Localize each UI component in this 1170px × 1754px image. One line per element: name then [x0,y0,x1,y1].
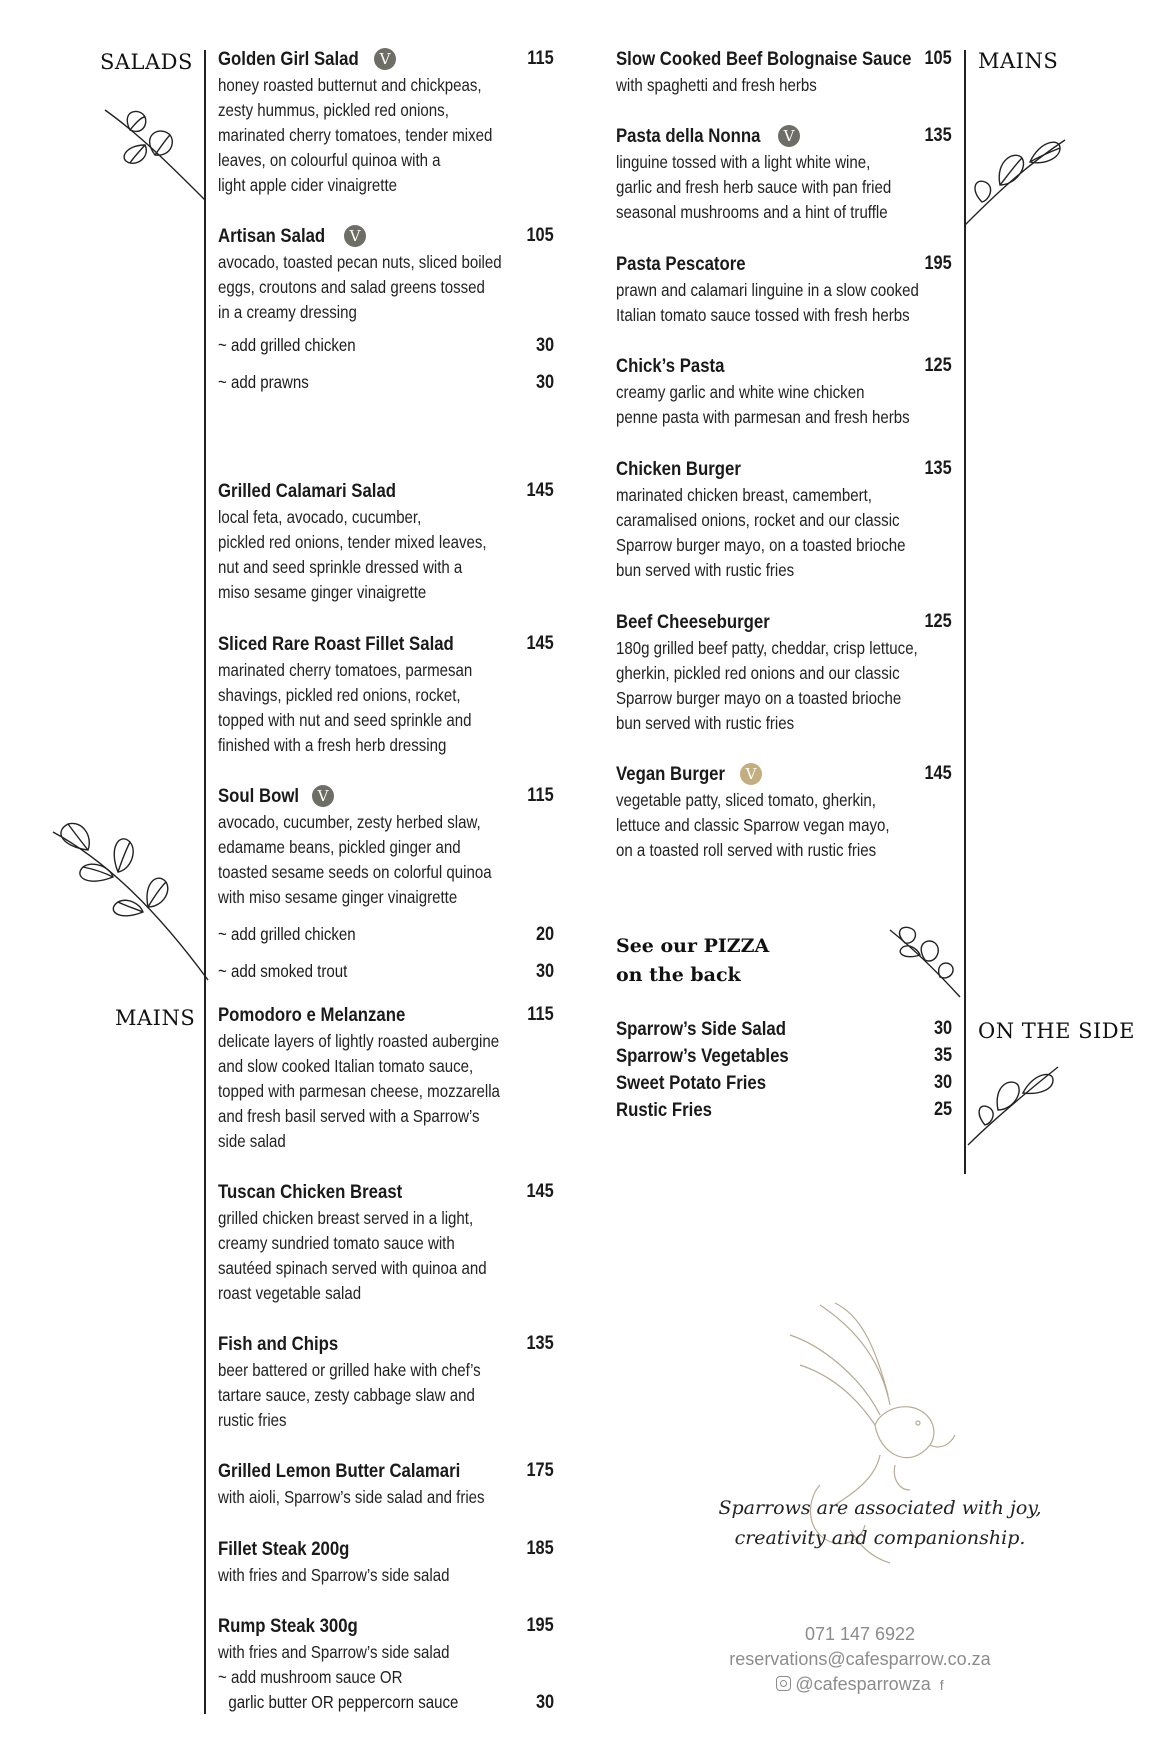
addon-label: ~ add prawns [218,372,309,392]
item-description: avocado, cucumber, zesty herbed slaw, edamame beans, pickled ginger and toasted sesame seeds on colorful quinoa with miso sesame ginger vinaigrette [218,812,492,907]
tagline [700,1493,1060,1553]
item-description: vegetable patty, sliced tomato, gherkin, lettuce and classic Sparrow vegan mayo, on a toasted roll served with rustic fries [616,790,890,860]
social-row [660,1672,1060,1698]
item-price: 145 [526,1181,554,1202]
item-description: delicate layers of lightly roasted aubergine and slow cooked Italian tomato sauce, topped with parmesan cheese, mozzarella and fresh basil served with a Sparrow’s side salad [218,1031,500,1151]
side-item [616,1072,952,1099]
menu-item [218,633,554,758]
item-price: 175 [526,1460,554,1481]
social-handle[interactable]: @cafesparrowza [795,1674,931,1694]
addon-row [218,922,554,947]
menu-item [616,458,952,583]
item-description: prawn and calamari linguine in a slow cooked Italian tomato sauce tossed with fresh herbs [616,280,919,325]
item-price: 145 [924,763,952,784]
side-item [616,1018,952,1045]
menu-item [616,48,952,98]
menu-item [218,1615,554,1715]
item-name: Sparrow’s Side Salad [616,1018,786,1040]
item-description: with spaghetti and fresh herbs [616,75,817,95]
menu-item [616,125,952,225]
menu-item [218,1538,554,1588]
item-price: 135 [526,1333,554,1354]
menu-item [218,480,554,605]
side-item [616,1045,952,1072]
item-name: Golden Girl Salad [218,48,359,70]
item-price: 195 [526,1615,554,1636]
item-price: 105 [924,48,952,69]
addon-price: 30 [535,1692,554,1713]
item-description: creamy garlic and white wine chicken penne pasta with parmesan and fresh herbs [616,382,910,427]
item-price: 105 [526,225,554,246]
item-name: Pomodoro e Melanzane [218,1004,406,1026]
leaf-branch-icon [960,130,1070,230]
addon-price: 30 [535,335,554,356]
pizza-note-line: on the back [616,964,741,986]
leaf-branch-icon [963,1055,1063,1150]
addon-row [218,1690,554,1715]
menu-item [616,763,952,863]
vegetarian-badge-icon: V [778,125,800,147]
item-name: Tuscan Chicken Breast [218,1181,403,1203]
instagram-icon[interactable] [776,1676,791,1691]
addon-row [218,959,554,984]
item-name: Rump Steak 300g [218,1615,358,1637]
leaf-branch-icon [885,925,965,1000]
item-description: avocado, toasted pecan nuts, sliced boiled eggs, croutons and salad greens tossed in a creamy dressing [218,252,502,322]
contact-info [660,1622,1060,1698]
item-name: Slow Cooked Beef Bolognaise Sauce [616,48,912,70]
menu-item [218,1460,554,1510]
section-title-mains-right: MAINS [978,49,1059,73]
section-title-salads: SALADS [100,50,193,74]
item-price: 115 [527,48,554,69]
item-name: Fillet Steak 200g [218,1538,350,1560]
item-name: Soul Bowl [218,785,300,807]
item-price: 145 [526,480,554,501]
item-name: Sweet Potato Fries [616,1072,767,1094]
leaf-branch-icon [100,105,210,205]
vegetarian-badge-icon: V [312,785,334,807]
pizza-note [616,932,769,990]
addon-price: 30 [535,372,554,393]
item-name: Vegan Burger [616,763,726,785]
vegetarian-badge-icon: V [374,48,396,70]
item-description: honey roasted butternut and chickpeas, zesty hummus, pickled red onions, marinated cherry tomatoes, tender mixed leaves, on colourful quinoa with a light apple cider vinaigrette [218,75,493,195]
addon-label: ~ add grilled chicken [218,335,356,355]
leaf-branch-icon [48,812,213,982]
addon-price: 20 [535,924,554,945]
addon-label: ~ add smoked trout [218,961,348,981]
addon-row [218,370,554,395]
item-price: 135 [924,458,952,479]
item-price: 35 [933,1045,952,1066]
item-name: Pasta Pescatore [616,253,746,275]
item-name: Chicken Burger [616,458,741,480]
item-price: 185 [526,1538,554,1559]
menu-item [218,1333,554,1433]
item-description: linguine tossed with a light white wine, garlic and fresh herb sauce with pan fried seasonal mushrooms and a hint of truffle [616,152,892,222]
item-description: with fries and Sparrow’s side salad [218,1565,450,1585]
item-name: Sliced Rare Roast Fillet Salad [218,633,454,655]
item-description: beer battered or grilled hake with chef’s tartare sauce, zesty cabbage slaw and rustic fries [218,1360,481,1430]
pizza-note-line: See our PIZZA [616,935,770,957]
phone-number[interactable]: 071 147 6922 [804,1624,916,1644]
item-price: 135 [924,125,952,146]
menu-item [218,1181,554,1306]
item-name: Grilled Lemon Butter Calamari [218,1460,461,1482]
item-price: 115 [527,1004,554,1025]
side-item [616,1099,952,1126]
menu-item [218,1004,554,1154]
item-name: Chick’s Pasta [616,355,725,377]
section-title-on-the-side: ON THE SIDE [978,1019,1135,1043]
item-price: 145 [526,633,554,654]
item-name: Rustic Fries [616,1099,712,1121]
item-description: grilled chicken breast served in a light, creamy sundried tomato sauce with sautéed spinach served with quinoa and roast vegetable salad [218,1208,487,1303]
sides-list [616,1018,952,1126]
item-description: local feta, avocado, cucumber, pickled red onions, tender mixed leaves, nut and seed sprinkle dressed with a miso sesame ginger vinaigrette [218,507,487,602]
item-description: with aioli, Sparrow’s side salad and fries [218,1487,485,1507]
section-title-mains-left: MAINS [115,1006,196,1030]
item-price: 115 [527,785,554,806]
facebook-icon[interactable]: f [939,1677,944,1693]
vegetarian-badge-icon: V [344,225,366,247]
tagline-line: Sparrows are associated with joy, [718,1497,1042,1519]
item-name: Fish and Chips [218,1333,339,1355]
vegan-badge-icon: V [740,763,762,785]
item-price: 125 [924,355,952,376]
menu-item [616,611,952,736]
item-name: Grilled Calamari Salad [218,480,397,502]
item-price: 125 [924,611,952,632]
addon-price: 30 [535,961,554,982]
addon-row [218,333,554,358]
email-link[interactable]: reservations@cafesparrow.co.za [729,1649,991,1669]
menu-item [616,355,952,430]
item-description: with fries and Sparrow’s side salad ~ add mushroom sauce OR [218,1642,450,1687]
item-price: 195 [924,253,952,274]
menu-item [218,785,554,984]
item-name: Beef Cheeseburger [616,611,770,633]
item-description: 180g grilled beef patty, cheddar, crisp lettuce, gherkin, pickled red onions and our classic Sparrow burger mayo on a toasted brioche bun served with rustic fries [616,638,918,733]
item-price: 30 [933,1018,952,1039]
item-name: Sparrow’s Vegetables [616,1045,789,1067]
item-description: marinated chicken breast, camembert, caramalised onions, rocket and our classic Sparrow burger mayo, on a toasted brioche bun served with rustic fries [616,485,906,580]
item-name: Pasta della Nonna [616,125,761,147]
addon-label: ~ add grilled chicken [218,924,356,944]
item-description: marinated cherry tomatoes, parmesan shavings, pickled red onions, rocket, topped with nut and seed sprinkle and finished with a fresh herb dressing [218,660,473,755]
item-price: 30 [933,1072,952,1093]
tagline-line: creativity and companionship. [734,1527,1026,1549]
menu-item [218,225,554,395]
addon-label: garlic butter OR peppercorn sauce [228,1692,459,1712]
menu-item [616,253,952,328]
item-name: Artisan Salad [218,225,326,247]
menu-item [218,48,554,198]
item-price: 25 [933,1099,952,1120]
